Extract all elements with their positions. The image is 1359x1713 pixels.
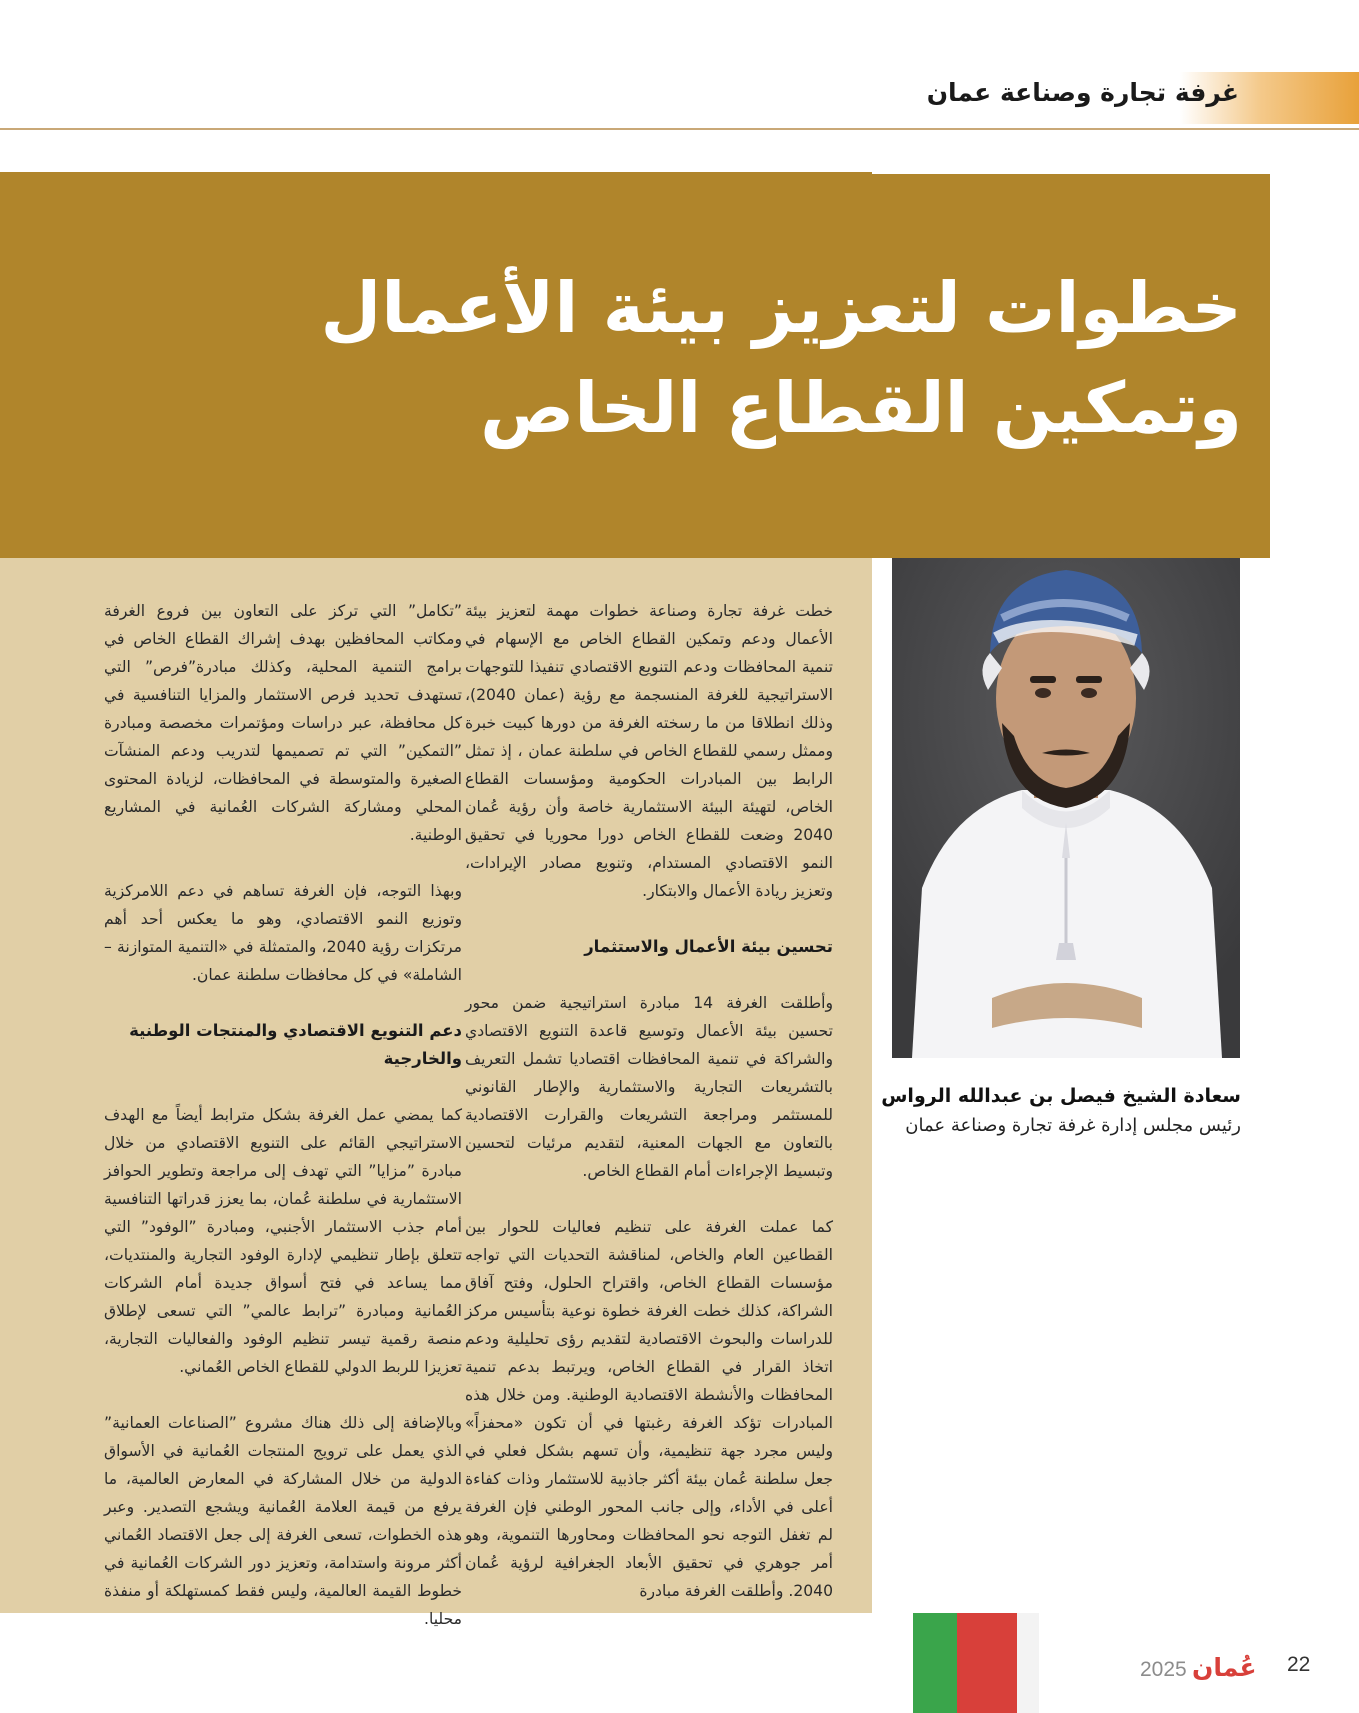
flag-stripe-white <box>1017 1613 1039 1713</box>
footer-magazine-logo: عُمان <box>1192 1653 1257 1682</box>
paragraph: كما عملت الغرفة على تنظيم فعاليات للحوار بين القطاعين العام والخاص، لمناقشة التحديات التي تواجه مؤسسات القطاع الخاص، واقتراح الحلول، وفتح آفاق الشراكة، كذلك خطت الغرفة خطوة نوعية بتأسيس مركز للدراسات والبحوث الاقتصادية لتقديم رؤى تحليلية ودعم اتخاذ القرار في القطاع الخاص، ويرتبط بدعم تنمية المحافظات والأنشطة الاقتصادية الوطنية. ومن خلال هذه المبادرات تؤكد الغرفة رغبتها في أن تكون «محفزاً» وليس مجرد جهة تنظيمية، وأن تسهم بشكل فعلي في جعل سلطنة عُمان بيئة أكثر جاذبية للاستثمار وذات كفاءة أعلى في الأداء، وإلى جانب المحور الوطني فإن الغرفة لم تغفل التوجه نحو المحافظات ومحاورها التنموية، وهو أمر جوهري في تحقيق الأبعاد الجغرافية لرؤية عُمان 2040. وأطلقت الغرفة مبادرة <box>465 1218 833 1600</box>
section-title: غرفة تجارة وصناعة عمان <box>926 78 1239 107</box>
paragraph: ”تكامل” التي تركز على التعاون بين فروع الغرفة ومكاتب المحافظين بهدف إشراك القطاع الخاص في برامج التنمية المحلية، وكذلك مبادرة”فرص” التي تستهدف تحديد فرص الاستثمار والمزايا التنافسية في كل محافظة، عبر دراسات ومؤتمرات مخصصة ومبادرة ”التمكين” التي تم تصميمها لتدريب ودعم المنشآت الصغيرة والمتوسطة في المحافظات، لزيادة المحتوى المحلي ومشاركة الشركات العُمانية في المشاريع الوطنية. <box>104 602 462 844</box>
paragraph: كما يمضي عمل الغرفة بشكل مترابط أيضاً مع الهدف الاستراتيجي القائم على التنويع الاقتصادي من خلال مبادرة ”مزايا” التي تهدف إلى مراجعة وتطوير الحوافز الاستثمارية في سلطنة عُمان، بما يعزز قدراتها التنافسية أمام جذب الاستثمار الأجنبي، ومبادرة ”الوفود” التي تتعلق بإطار تنظيمي لإدارة الوفود التجارية والمنتديات، مما يساعد في فتح أسواق جديدة أمام الشركات العُمانية ومبادرة ”ترابط عالمي” التي تسعى لإطلاق منصة رقمية تيسر تنظيم الوفود والفعاليات التجارية، تعزيزا للربط الدولي للقطاع الخاص العُماني. <box>104 1106 462 1376</box>
flag-stripe-green <box>913 1613 957 1713</box>
article-column-left <box>104 597 462 1661</box>
section-subheading: تحسين بيئة الأعمال والاستثمار <box>584 937 833 956</box>
headline-line-2: وتمكين القطاع الخاص <box>480 367 1242 449</box>
caption-role: رئيس مجلس إدارة غرفة تجارة وصناعة عمان <box>905 1115 1241 1136</box>
page-number: 22 <box>1287 1653 1311 1676</box>
paragraph: وبهذا التوجه، فإن الغرفة تساهم في دعم اللامركزية وتوزيع النمو الاقتصادي، وهو ما يعكس أحد أهم مرتكزات رؤية 2040، والمتمثلة في «التنمية المتوازنة – الشاملة» في كل محافظات سلطنة عمان. <box>104 882 462 984</box>
header-divider <box>0 128 1359 130</box>
photo-caption <box>881 1081 1241 1141</box>
portrait-illustration <box>892 558 1240 1058</box>
article-column-right <box>465 597 833 1633</box>
headline-line-1: خطوات لتعزيز بيئة الأعمال <box>320 267 1242 349</box>
caption-name: سعادة الشيخ فيصل بن عبدالله الرواس <box>881 1085 1241 1107</box>
portrait-photo <box>892 558 1240 1058</box>
section-subheading: دعم التنويع الاقتصادي والمنتجات الوطنية والخارجية <box>129 1021 462 1068</box>
paragraph: خطت غرفة تجارة وصناعة خطوات مهمة لتعزيز بيئة الأعمال ودعم وتمكين القطاع الخاص مع الإسهام في تنمية المحافظات ودعم التنويع الاقتصادي تنفيذا للتوجهات الاستراتيجية للغرفة المنسجمة مع رؤية (عمان 2040)، وذلك انطلاقا من ما رسخته الغرفة من دورها كبيت خبرة وممثل رسمي للقطاع الخاص في سلطنة عمان ، إذ تمثل الرابط بين المبادرات الحكومية ومؤسسات القطاع الخاص، لتهيئة البيئة الاستثمارية خاصة وأن رؤية عُمان 2040 وضعت للقطاع الخاص دورا محوريا في تحقيق النمو الاقتصادي المستدام، وتنويع مصادر الإيرادات، وتعزيز ريادة الأعمال والابتكار. <box>465 602 833 900</box>
footer-year: 2025 <box>1140 1658 1187 1681</box>
flag-stripe-red <box>957 1613 1017 1713</box>
article-headline <box>321 258 1242 458</box>
paragraph: وبالإضافة إلى ذلك هناك مشروع ”الصناعات العمانية” الذي يعمل على ترويج المنتجات العُمانية في الأسواق الدولية من خلال المشاركة في المعارض العالمية، ما يرفع من قيمة العلامة العُمانية ويشجع التصدير. وعبر هذه الخطوات، تسعى الغرفة إلى جعل الاقتصاد العُماني أكثر مرونة واستدامة، وتعزيز دور الشركات العُمانية في خطوط القيمة العالمية، وليس فقط كمستهلكة أو منفذة محليا. <box>104 1414 462 1628</box>
band-gap <box>872 172 1272 174</box>
paragraph: وأطلقت الغرفة 14 مبادرة استراتيجية ضمن محور تحسين بيئة الأعمال وتوسيع قاعدة التنويع الاقتصادي والشراكة في تنمية المحافظات اقتصاديا تشمل التعريف بالتشريعات التجارية والاستثمارية والإطار القانوني للمستثمر ومراجعة التشريعات والقرارت الاقتصادية بالتعاون مع الجهات المعنية، لتقديم مرئيات لتحسين وتبسيط الإجراءات أمام القطاع الخاص. <box>465 994 833 1180</box>
